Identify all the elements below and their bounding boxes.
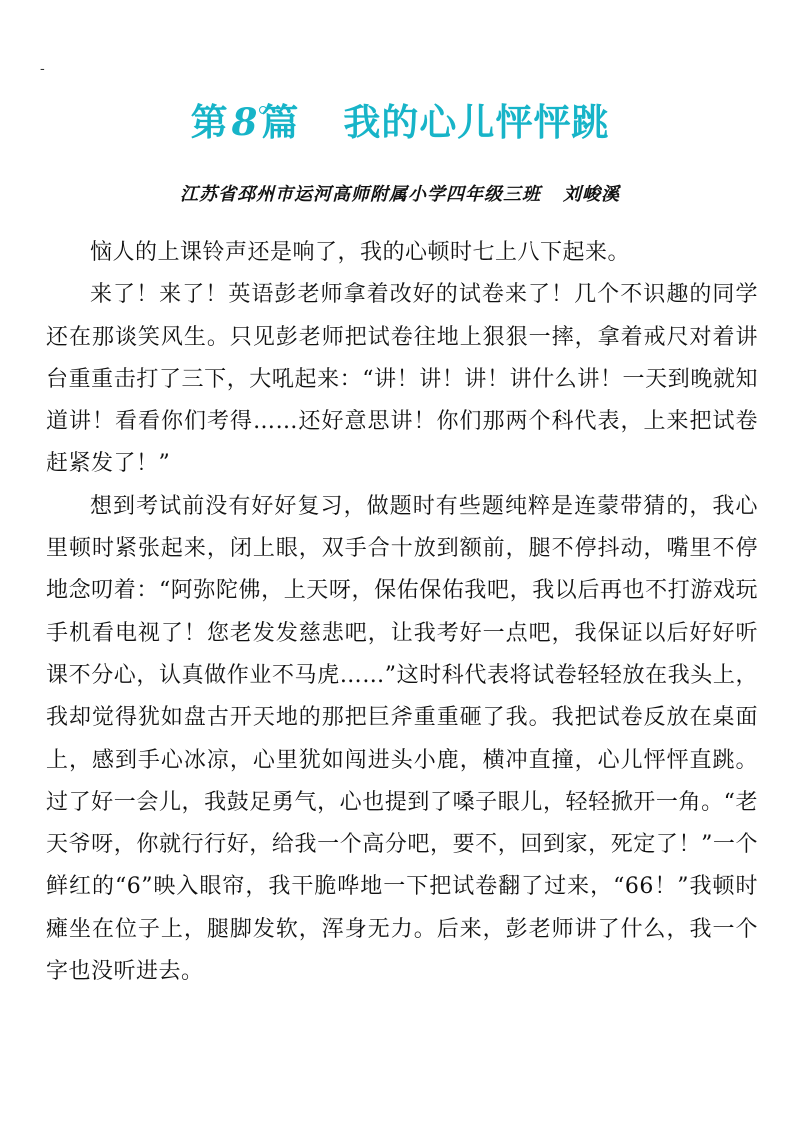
byline-author: 刘峻溪 bbox=[563, 184, 620, 205]
byline-school: 江苏省邳州市运河高师附属小学四年级三班 bbox=[180, 184, 541, 205]
article-title bbox=[0, 92, 800, 146]
title-name: 我的心儿怦怦跳 bbox=[343, 101, 610, 144]
corner-mark: - bbox=[40, 61, 45, 77]
article-body bbox=[46, 232, 758, 993]
title-number: 8 bbox=[229, 100, 262, 144]
title-suffix: 篇 bbox=[261, 101, 300, 144]
paragraph: 想到考试前没有好好复习，做题时有些题纯粹是连蒙带猜的，我心里顿时紧张起来，闭上眼，双手合十放到额前，腿不停抖动，嘴里不停地念叨着：“阿弥陀佛，上天呀，保佑保佑我吧，我以后再也不打游戏玩手机看电视了！您老发发慈悲吧，让我考好一点吧，我保证以后好好听课不分心，认真做作业不马虎……”这时科代表将试卷轻轻放在我头上，我却觉得犹如盘古开天地的那把巨斧重重砸了我。我把试卷反放在桌面上，感到手心冰凉，心里犹如闯进头小鹿，横冲直撞，心儿怦怦直跳。过了好一会儿，我鼓足勇气，心也提到了嗓子眼儿，轻轻掀开一角。“老天爷呀，你就行行好，给我一个高分吧，要不，回到家，死定了！”一个鲜红的“6”映入眼帘，我干脆哗地一下把试卷翻了过来，“66！”我顿时瘫坐在位子上，腿脚发软，浑身无力。后来，彭老师讲了什么，我一个字也没听进去。 bbox=[46, 493, 758, 985]
paragraph: 恼人的上课铃声还是响了，我的心顿时七上八下起来。 bbox=[90, 240, 631, 265]
paragraph: 来了！来了！英语彭老师拿着改好的试卷来了！几个不识趣的同学还在那谈笑风生。只见彭老师把试卷往地上狠狠一摔，拿着戒尺对着讲台重重击打了三下，大吼起来：“讲！讲！讲！讲什么讲！一天到晚就知道讲！看看你们考得……还好意思讲！你们那两个科代表，上来把试卷赶紧发了！” bbox=[46, 282, 758, 477]
byline bbox=[0, 180, 800, 206]
title-prefix: 第 bbox=[190, 101, 229, 144]
